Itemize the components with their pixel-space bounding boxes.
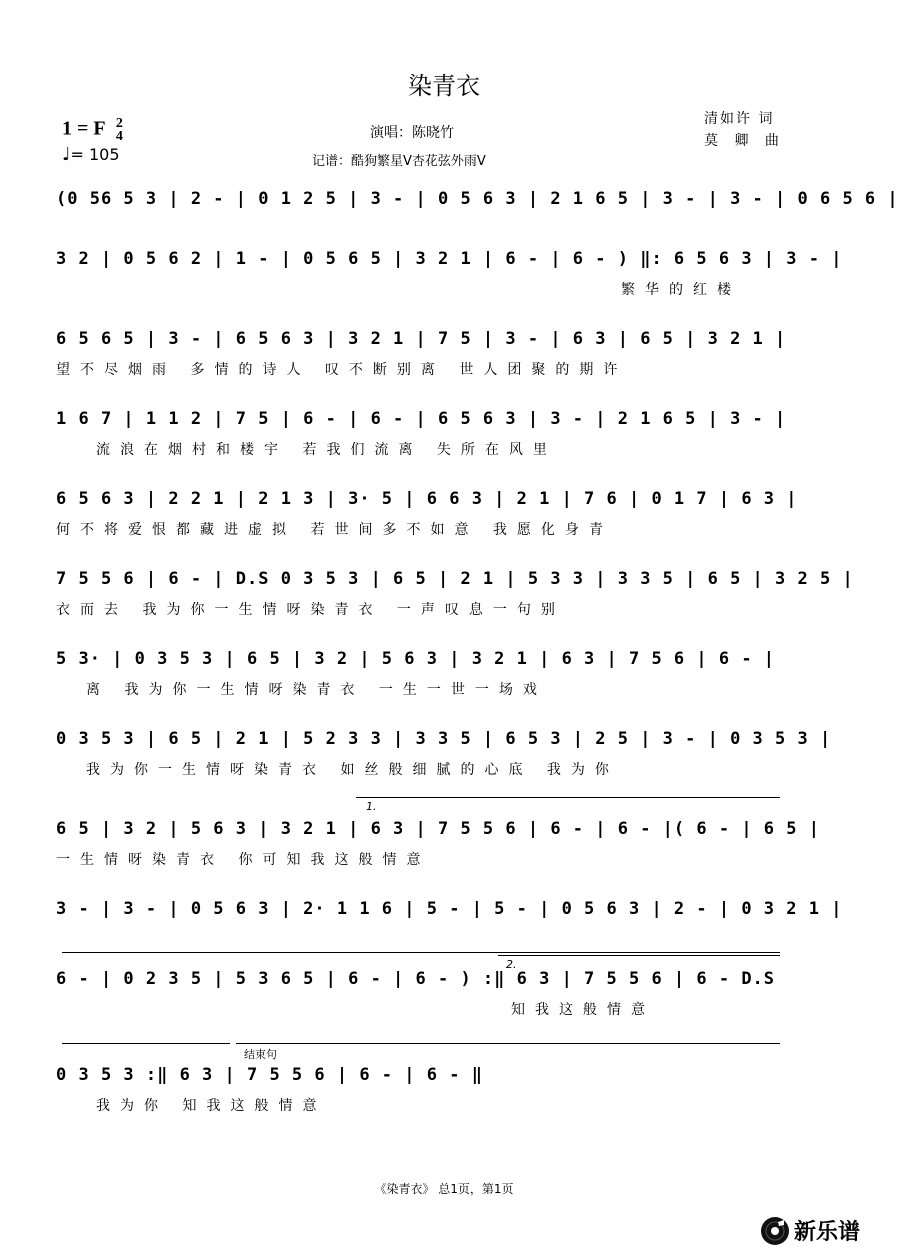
ending-bracket [236, 1043, 780, 1044]
notation-line: 1 6 7 | 1 1 2 | 7 5 | 6 - | 6 - | 6 5 6 3 | 3 - | 2 1 6 5 | 3 - | [56, 409, 787, 429]
notation-line: 0 3 5 3 :‖ 6 3 | 7 5 5 6 | 6 - | 6 - ‖ [56, 1065, 483, 1085]
lyrics-line: 望不尽烟雨 多情的诗人 叹不断别离 世人团聚的期许 [56, 362, 628, 378]
notation-line: 7 5 5 6 | 6 - | D.S 0 3 5 3 | 6 5 | 2 1 | 5 3 3 | 3 3 5 | 6 5 | 3 2 5 | [56, 569, 854, 589]
lyrics-line: 我为你 知我这般情意 [96, 1098, 327, 1114]
lyrics-line: 知我这般情意 [511, 1002, 655, 1018]
lyrics-line: 何不将爱恨都藏进虚拟 若世间多不如意 我愿化身青 [56, 522, 613, 538]
volta-bracket-2-continued [62, 1043, 230, 1044]
notation-line: 6 5 6 5 | 3 - | 6 5 6 3 | 3 2 1 | 7 5 | 3 - | 6 3 | 6 5 | 3 2 1 | [56, 329, 787, 349]
lyrics-line: 离 我为你一生情呀染青衣 一生一世一场戏 [86, 682, 547, 698]
ending-label: 结束句 [244, 1048, 277, 1061]
tempo-mark [62, 144, 120, 165]
volta-label-1: 1. [366, 800, 377, 813]
time-bottom: 4 [115, 129, 123, 144]
notation-line: 3 2 | 0 5 6 2 | 1 - | 0 5 6 5 | 3 2 1 | 6 - | 6 - ) ‖: 6 5 6 3 | 3 - | [56, 249, 843, 269]
time-top: 2 [115, 116, 123, 131]
volta-bracket-1 [356, 797, 780, 798]
staff-row [56, 646, 786, 700]
lyrics-line: 繁华的红楼 [621, 282, 741, 298]
lyricist-credit: 清如许 词 [704, 111, 775, 127]
notation-line: (0 56 5 3 | 2 - | 0 1 2 5 | 3 - | 0 5 6 3 | 2 1 6 5 | 3 - | 3 - | 0 6 5 6 | [56, 189, 899, 209]
brand-logo [760, 1215, 860, 1246]
brand-name: 新乐谱 [794, 1220, 861, 1245]
notation-line: 0 3 5 3 | 6 5 | 2 1 | 5 2 3 3 | 3 3 5 | 6 5 3 | 2 5 | 3 - | 0 3 5 3 | [56, 729, 832, 749]
quarter-note-icon: ♩ [62, 144, 71, 165]
staff-row [56, 1062, 786, 1116]
staff-row [56, 186, 899, 240]
lyrics-line: 流浪在烟村和楼宇 若我们流离 失所在风里 [96, 442, 557, 458]
lyrics-line: 我为你一生情呀染青衣 如丝般细腻的心底 我为你 [86, 762, 619, 778]
notation-line: 6 5 | 3 2 | 5 6 3 | 3 2 1 | 6 3 | 7 5 5 6 | 6 - | 6 - |( 6 - | 6 5 | [56, 819, 820, 839]
notation-line: 6 5 6 3 | 2 2 1 | 2 1 3 | 3· 5 | 6 6 3 | 2 1 | 7 6 | 0 1 7 | 6 3 | [56, 489, 798, 509]
staff-row [56, 726, 832, 780]
volta-label-2: 2. [506, 958, 517, 971]
staff-row [56, 896, 843, 950]
notation-line: 6 - | 0 2 3 5 | 5 3 6 5 | 6 - | 6 - ) :‖ 6 3 | 7 5 5 6 | 6 - D.S [56, 969, 776, 989]
transcriber-credit: 记谱：酷狗繁星V杏花弦外雨V [312, 154, 486, 169]
staff-row [56, 246, 843, 300]
key-signature [62, 117, 123, 143]
staff-row [56, 566, 854, 620]
lyrics-line [56, 220, 786, 240]
lyrics-line: 一生情呀染青衣 你可知我这般情意 [56, 852, 431, 868]
composer-credit: 莫 卿 曲 [704, 133, 785, 149]
notation-line: 3 - | 3 - | 0 5 6 3 | 2· 1 1 6 | 5 - | 5 - | 0 5 6 3 | 2 - | 0 3 2 1 | [56, 899, 843, 919]
vinyl-disc-icon [760, 1216, 790, 1246]
tempo-value: = 105 [70, 145, 120, 164]
staff-row [56, 326, 786, 380]
volta-bracket-1-continued [62, 952, 780, 953]
lyrics-line: 衣而去 我为你一生情呀染青衣 一声叹息一句别 [56, 602, 565, 618]
staff-row [56, 816, 820, 870]
key-sig-text: 1 = F [62, 117, 105, 140]
notation-line: 5 3· | 0 3 5 3 | 6 5 | 3 2 | 5 6 3 | 3 2 1 | 6 3 | 7 5 6 | 6 - | [56, 649, 776, 669]
volta-bracket-2 [498, 955, 780, 956]
time-signature [116, 117, 123, 143]
staff-row [56, 486, 798, 540]
lyrics-line [56, 930, 786, 950]
staff-row [56, 966, 786, 1020]
staff-row [56, 406, 786, 460]
song-title: 染青衣 [408, 72, 480, 100]
singer-credit: 演唱：陈晓竹 [370, 125, 454, 141]
page-footer: 《染青衣》 总1页，第1页 [374, 1182, 514, 1196]
